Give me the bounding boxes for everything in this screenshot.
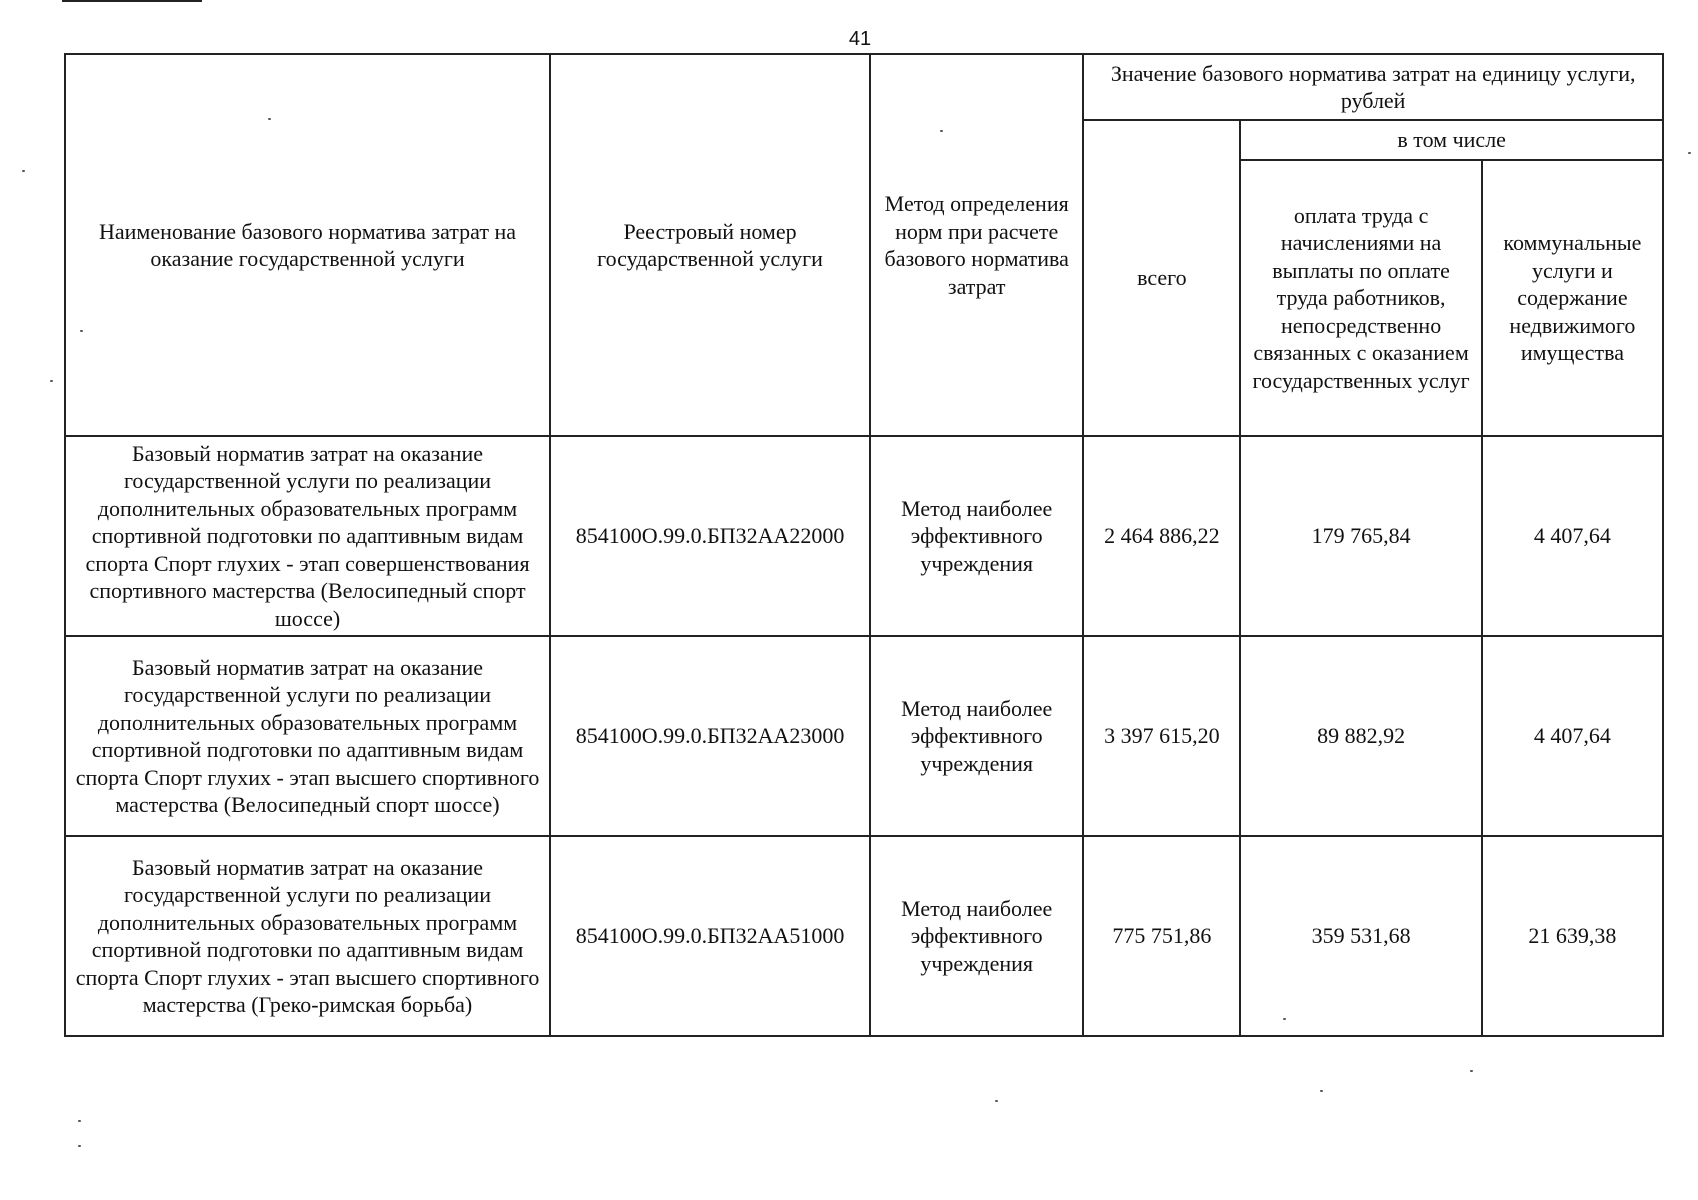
row-total: 3 397 615,20 bbox=[1083, 636, 1240, 836]
row-labor: 179 765,84 bbox=[1240, 436, 1482, 636]
header-labor: оплата труда с начислениями на выплаты по оплате труда работников, непосредственно связанных с оказанием государственных услуг bbox=[1240, 160, 1482, 436]
row-utilities: 4 407,64 bbox=[1482, 636, 1663, 836]
header-value-group: Значение базового норматива затрат на единицу услуги, рублей bbox=[1083, 54, 1663, 120]
cost-norm-table bbox=[64, 53, 1664, 1037]
table-row bbox=[65, 636, 1663, 836]
header-name: Наименование базового норматива затрат на оказание государственной услуги bbox=[65, 54, 550, 436]
row-total: 2 464 886,22 bbox=[1083, 436, 1240, 636]
row-labor: 359 531,68 bbox=[1240, 836, 1482, 1036]
scan-speck bbox=[78, 1120, 81, 1122]
header-registry: Реестровый номер государственной услуги bbox=[550, 54, 870, 436]
page-number: 41 bbox=[848, 28, 872, 50]
scan-speck bbox=[995, 1100, 998, 1102]
top-rule bbox=[62, 0, 202, 2]
scan-speck bbox=[1470, 1070, 1473, 1072]
scan-speck bbox=[268, 118, 271, 120]
table-row bbox=[65, 436, 1663, 636]
header-including: в том числе bbox=[1240, 120, 1663, 160]
row-method: Метод наиболее эффективного учреждения bbox=[870, 836, 1083, 1036]
row-utilities: 4 407,64 bbox=[1482, 436, 1663, 636]
scan-speck bbox=[78, 1145, 81, 1147]
scan-speck bbox=[50, 380, 53, 382]
scan-speck bbox=[940, 130, 943, 132]
scan-speck bbox=[22, 170, 25, 172]
row-method: Метод наиболее эффективного учреждения bbox=[870, 436, 1083, 636]
scan-speck bbox=[80, 330, 83, 332]
table-row bbox=[65, 836, 1663, 1036]
scan-speck bbox=[1320, 1090, 1323, 1092]
row-name: Базовый норматив затрат на оказание государственной услуги по реализации дополнительных образовательных программ спортивной подготовки по адаптивным видам спорта Спорт глухих - этап совершенствования спортивного мастерства (Велосипедный спорт шоссе) bbox=[65, 436, 550, 636]
row-utilities: 21 639,38 bbox=[1482, 836, 1663, 1036]
row-registry: 854100О.99.0.БП32АА51000 bbox=[550, 836, 870, 1036]
row-registry: 854100О.99.0.БП32АА22000 bbox=[550, 436, 870, 636]
header-total: всего bbox=[1083, 120, 1240, 436]
scan-speck bbox=[1688, 152, 1691, 154]
header-method: Метод определения норм при расчете базового норматива затрат bbox=[870, 54, 1083, 436]
row-total: 775 751,86 bbox=[1083, 836, 1240, 1036]
scan-speck bbox=[1283, 1018, 1286, 1020]
row-labor: 89 882,92 bbox=[1240, 636, 1482, 836]
header-utilities: коммунальные услуги и содержание недвижимого имущества bbox=[1482, 160, 1663, 436]
row-name: Базовый норматив затрат на оказание государственной услуги по реализации дополнительных образовательных программ спортивной подготовки по адаптивным видам спорта Спорт глухих - этап высшего спортивного мастерства (Греко-римская борьба) bbox=[65, 836, 550, 1036]
row-method: Метод наиболее эффективного учреждения bbox=[870, 636, 1083, 836]
header-row-top bbox=[65, 54, 1663, 120]
row-registry: 854100О.99.0.БП32АА23000 bbox=[550, 636, 870, 836]
row-name: Базовый норматив затрат на оказание государственной услуги по реализации дополнительных образовательных программ спортивной подготовки по адаптивным видам спорта Спорт глухих - этап высшего спортивного мастерства (Велосипедный спорт шоссе) bbox=[65, 636, 550, 836]
